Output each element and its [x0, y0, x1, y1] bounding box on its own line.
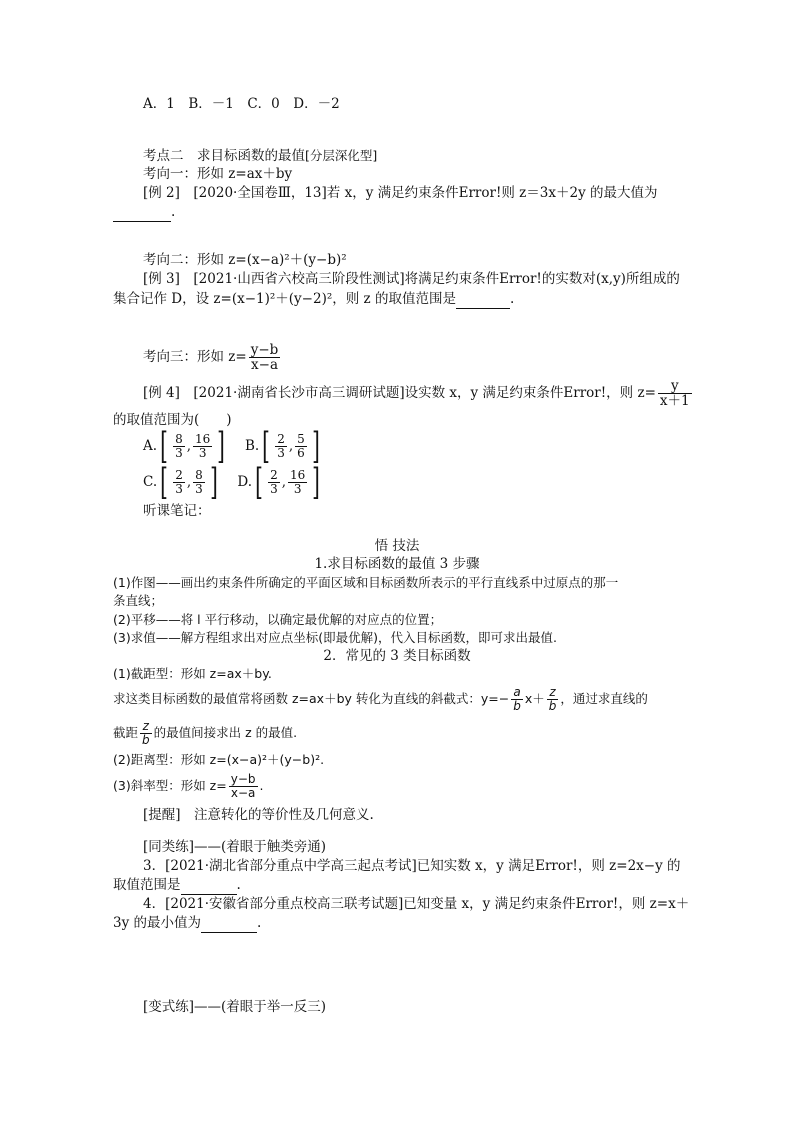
- step-1: (1)作图——画出约束条件所确定的平面区域和目标函数所表示的平行直线系中过原点的那一: [113, 575, 619, 590]
- type-1-desc-cont: 截距 $\frac{z}{b}$ 的最值间接求出 z 的最值.: [113, 719, 298, 747]
- reminder: [提醒] 注意转化的等价性及几何意义.: [143, 807, 374, 823]
- fraction: $\frac{y}{x+1}$: [659, 377, 690, 409]
- direction-2: 考向二：形如 z=(x−a)²＋(y−b)²: [143, 252, 347, 268]
- example-3-line2: 集合记作 D，设 z=(x−1)²＋(y−2)²，则 z 的取值范围是 .: [113, 291, 515, 307]
- example-3-line1: [例 3] [2021·山西省六校高三阶段性测试]将满足约束条件Error!的实数对(x,y)所组成的: [143, 271, 680, 287]
- technique-title: 悟 技法: [374, 538, 420, 554]
- options-row-2: [143, 461, 323, 503]
- type-3: (3)斜率型：形如 z= $\frac{y-b}{x-a}$ .: [113, 772, 264, 800]
- variant-practice-title: [变式练]——(着眼于举一反三): [143, 999, 327, 1015]
- step-1-cont: 条直线；: [113, 593, 164, 608]
- section-heading: [143, 147, 377, 165]
- steps-title: 1.求目标函数的最值 3 步骤: [314, 556, 480, 572]
- type-2: (2)距离型：形如 z=(x−a)²＋(y−b)².: [113, 752, 325, 767]
- answer-blank[interactable]: [456, 290, 510, 309]
- notes-label: 听课笔记：: [143, 503, 211, 519]
- example-4-line1: [例 4] [2021·湖南省长沙市高三调研试题]设实数 x，y 满足约束条件Error!，则 z= $\frac{y}{x+1}$: [143, 377, 690, 409]
- types-title: 2．常见的 3 类目标函数: [323, 648, 471, 664]
- direction-3: 考向三：形如 z= $\frac{y-b}{x-a}$: [143, 341, 279, 373]
- question-4-line1: 4．[2021·安徽省部分重点校高三联考试题]已知变量 x，y 满足约束条件Error!，则 z=x＋: [143, 896, 690, 912]
- question-3-line2: 取值范围是 .: [113, 877, 241, 893]
- answer-blank[interactable]: [113, 203, 171, 222]
- fraction: $\frac{y-b}{x-a}$: [250, 341, 279, 373]
- option-c[interactable]: C.[ $\frac{2}{3}$ , $\frac{8}{3}$ ]: [143, 461, 218, 503]
- answer-options: A．1 B．－1 C．0 D．－2: [143, 96, 340, 112]
- example-2-line1: [例 2] [2020·全国卷Ⅲ，13]若 x，y 满足约束条件Error!则 z＝3x＋2y 的最大值为: [143, 185, 658, 201]
- example-2-line2: .: [113, 203, 175, 222]
- example-4-line2: 的取值范围为( ): [113, 412, 232, 428]
- step-3: (3)求值——解方程组求出对应点坐标(即最优解)，代入目标函数，即可求出最值.: [113, 630, 557, 645]
- option-b[interactable]: B.[ $\frac{2}{3}$ , $\frac{5}{6}$ ]: [244, 425, 320, 467]
- option-a[interactable]: A.[ $\frac{8}{3}$ , $\frac{16}{3}$ ]: [143, 425, 226, 467]
- answer-blank[interactable]: [181, 876, 237, 895]
- section-title: 考点二 求目标函数的最值: [143, 148, 305, 164]
- question-3-line1: 3．[2021·湖北省部分重点中学高三起点考试]已知实数 x，y 满足Error!，则 z=2x−y 的: [143, 858, 681, 874]
- section-tag: [分层深化型]: [305, 148, 378, 163]
- type-1: (1)截距型：形如 z=ax＋by.: [113, 666, 272, 681]
- practice-title: [同类练]——(着眼于触类旁通): [143, 839, 327, 855]
- direction-1: 考向一：形如 z=ax＋by: [143, 166, 293, 182]
- type-1-desc: 求这类目标函数的最值常将函数 z=ax＋by 转化为直线的斜截式：y=− $\frac{a}{b}$ x＋ $\frac{z}{b}$ ，通过求直线的: [113, 685, 648, 713]
- options-row-1: [143, 425, 323, 467]
- option-d[interactable]: D.[ $\frac{2}{3}$ , $\frac{16}{3}$ ]: [237, 461, 321, 503]
- step-2: (2)平移——将 l 平行移动，以确定最优解的对应点的位置；: [113, 612, 443, 627]
- question-4-line2: 3y 的最小值为 .: [113, 915, 262, 931]
- answer-blank[interactable]: [201, 914, 257, 933]
